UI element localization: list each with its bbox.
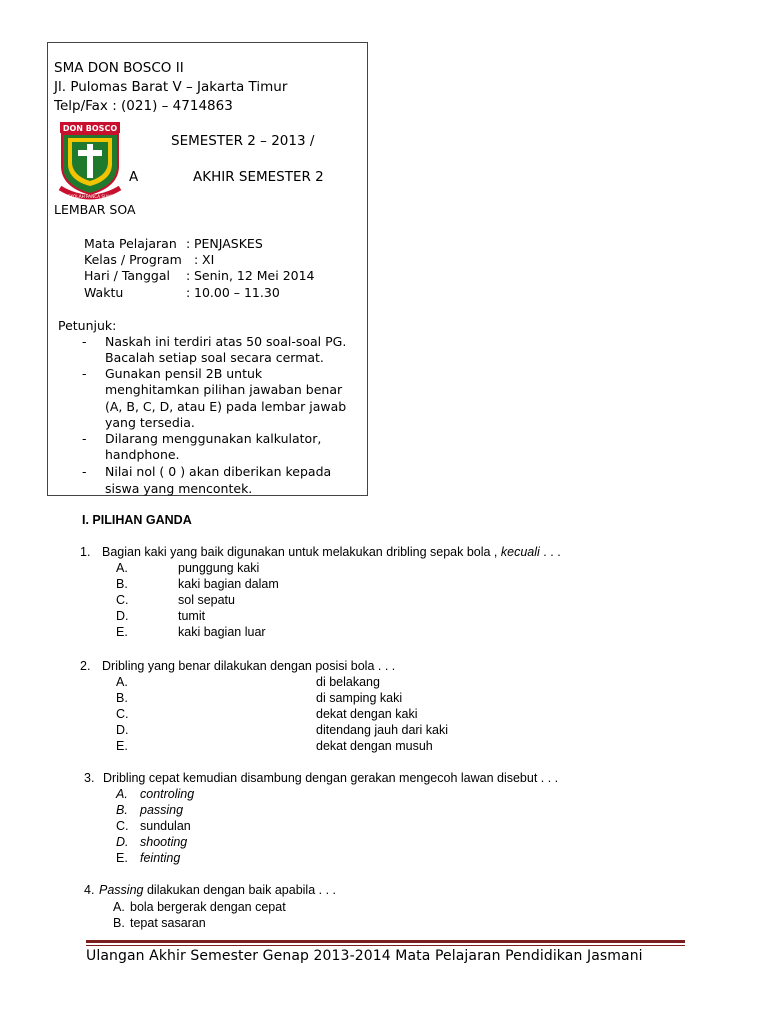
option-text: tumit (178, 609, 206, 623)
logo-motto: SEKOLAH PANCA SIAKSI (65, 194, 115, 199)
footer-rule (86, 940, 685, 943)
option-text: shooting (140, 835, 188, 849)
info-sep: : (194, 252, 199, 267)
lembar-soal-line: LEMBAR SOA (54, 202, 136, 217)
info-value-subject: PENJASKES (194, 236, 263, 251)
option-text: sol sepatu (178, 593, 235, 607)
section-title: I. PILIHAN GANDA (82, 513, 192, 527)
option-text: punggung kaki (178, 561, 260, 575)
option-letter: C. (116, 819, 129, 833)
school-logo-icon (54, 120, 126, 202)
question-text: Dribling cepat kemudian disambung dengan gerakan mengecoh lawan disebut . . . (103, 771, 559, 785)
option-letter: B. (116, 803, 128, 817)
option-text: di samping kaki (316, 691, 403, 705)
letter-a: A (129, 169, 139, 185)
option-text: controling (140, 787, 195, 801)
option-letter: A. (116, 675, 128, 689)
bullet-dash: - (82, 431, 87, 446)
school-phone: Telp/Fax : (021) – 4714863 (54, 98, 233, 114)
option-letter: A. (113, 900, 125, 914)
bullet-dash: - (82, 366, 87, 381)
option-letter: E. (116, 739, 128, 753)
info-label: Waktu (84, 285, 124, 300)
instruction-line: Bacalah setiap soal secara cermat. (105, 350, 324, 365)
option-text: tepat sasaran (130, 916, 206, 930)
option-text: dekat dengan kaki (316, 707, 418, 721)
option-letter: A. (116, 787, 128, 801)
option-letter: B. (113, 916, 125, 930)
instruction-line: handphone. (105, 447, 180, 462)
instruction-line: Dilarang menggunakan kalkulator, (105, 431, 322, 446)
question-text: Dribling yang benar dilakukan dengan posisi bola . . . (102, 659, 396, 673)
question-number: 2. (80, 659, 91, 673)
option-text: ditendang jauh dari kaki (316, 723, 449, 737)
instruction-line: Gunakan pensil 2B untuk (105, 366, 263, 381)
instruction-line: (A, B, C, D, atau E) pada lembar jawab (105, 399, 347, 414)
info-label: Kelas / Program (84, 252, 182, 267)
info-label: Mata Pelajaran (84, 236, 177, 251)
option-letter: E. (116, 851, 128, 865)
instruction-line: menghitamkan pilihan jawaban benar (105, 382, 343, 397)
question-number: 1. (80, 545, 91, 559)
bullet-dash: - (82, 334, 87, 349)
info-sep: : (186, 268, 191, 283)
question-number: 4. (84, 883, 95, 897)
page-footer: Ulangan Akhir Semester Genap 2013-2014 Mata Pelajaran Pendidikan Jasmani (86, 948, 643, 964)
info-value-date: Senin, 12 Mei 2014 (194, 268, 315, 283)
option-letter: E. (116, 625, 128, 639)
logo-text: DON BOSCO (62, 124, 118, 133)
footer-rule-thin (86, 945, 685, 946)
option-text: feinting (140, 851, 181, 865)
semester-line: SEMESTER 2 – 2013 / (171, 133, 315, 149)
school-address: Jl. Pulomas Barat V – Jakarta Timur (54, 79, 288, 95)
option-text: sundulan (140, 819, 191, 833)
option-text: bola bergerak dengan cepat (130, 900, 286, 914)
info-value-class: XI (202, 252, 215, 267)
instructions-title: Petunjuk: (58, 318, 117, 333)
question-text: Bagian kaki yang baik digunakan untuk melakukan dribling sepak bola , kecuali . . . (102, 545, 561, 559)
option-letter: D. (116, 723, 129, 737)
option-text: kaki bagian luar (178, 625, 266, 639)
option-text: passing (140, 803, 184, 817)
option-text: kaki bagian dalam (178, 577, 279, 591)
option-letter: A. (116, 561, 128, 575)
info-sep: : (186, 285, 191, 300)
option-letter: C. (116, 707, 129, 721)
option-text: di belakang (316, 675, 380, 689)
option-letter: D. (116, 609, 129, 623)
bullet-dash: - (82, 464, 87, 479)
instruction-line: Nilai nol ( 0 ) akan diberikan kepada (105, 464, 332, 479)
question-number: 3. (84, 771, 95, 785)
school-name: SMA DON BOSCO II (54, 60, 184, 76)
info-value-time: 10.00 – 11.30 (194, 285, 280, 300)
instruction-line: yang tersedia. (105, 415, 195, 430)
option-letter: C. (116, 593, 129, 607)
option-letter: D. (116, 835, 129, 849)
instruction-line: Naskah ini terdiri atas 50 soal-soal PG. (105, 334, 347, 349)
info-sep: : (186, 236, 191, 251)
option-text: dekat dengan musuh (316, 739, 433, 753)
info-label: Hari / Tanggal (84, 268, 170, 283)
question-text: Passing dilakukan dengan baik apabila . . . (99, 883, 336, 897)
instruction-line: siswa yang mencontek. (105, 481, 253, 496)
option-letter: B. (116, 577, 128, 591)
akhir-semester-line: AKHIR SEMESTER 2 (193, 169, 324, 185)
option-letter: B. (116, 691, 128, 705)
